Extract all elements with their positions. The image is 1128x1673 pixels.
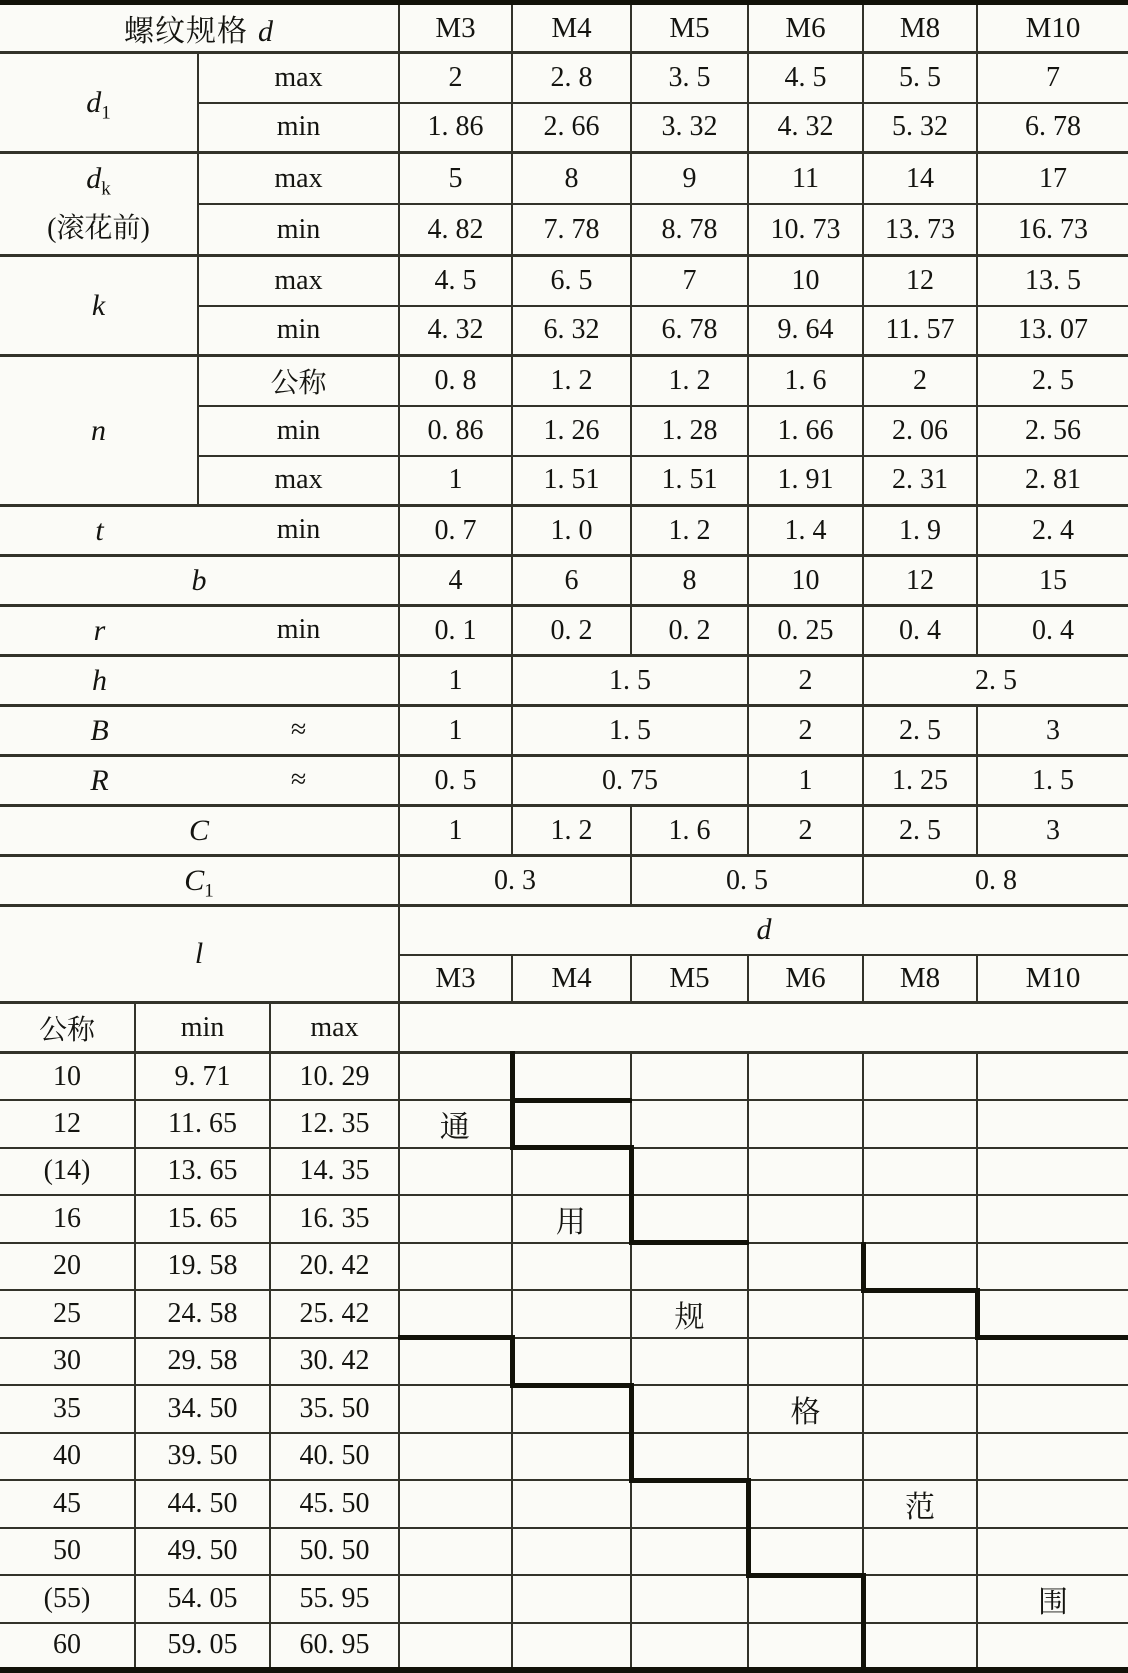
param-label-r: r min	[0, 606, 399, 656]
subcol-header-m5: M5	[631, 955, 748, 1003]
l-max: 10. 29	[270, 1053, 399, 1101]
l-min: 49. 50	[135, 1528, 270, 1576]
grid-cell	[631, 1623, 748, 1671]
value-cell: 2. 5	[977, 356, 1128, 406]
grid-cell	[748, 1480, 863, 1528]
qualifier-nominal: 公称	[198, 356, 399, 406]
l-nominal: 50	[0, 1528, 135, 1576]
param-label-R: R ≈	[0, 756, 399, 806]
value-cell: 1	[399, 806, 512, 856]
value-cell: 9. 64	[748, 306, 863, 356]
value-cell: 1. 4	[748, 506, 863, 556]
grid-cell	[863, 1243, 977, 1291]
l-min: 39. 50	[135, 1433, 270, 1481]
qualifier-max: max	[198, 456, 399, 506]
l-min: 44. 50	[135, 1480, 270, 1528]
grid-cell	[631, 1338, 748, 1386]
grid-cell	[631, 1385, 748, 1433]
l-row-45	[0, 1480, 1128, 1528]
header-row	[0, 3, 1128, 53]
grid-cell	[863, 1528, 977, 1576]
grid-cell	[512, 1623, 631, 1671]
l-min: 54. 05	[135, 1575, 270, 1623]
l-min: 13. 65	[135, 1148, 270, 1196]
param-label-C1: $C_1$	[0, 856, 399, 906]
grid-cell	[748, 1338, 863, 1386]
grid-cell	[631, 1053, 748, 1101]
value-cell: 11. 57	[863, 306, 977, 356]
grid-cell	[748, 1148, 863, 1196]
value-cell: 0. 2	[512, 606, 631, 656]
value-cell: 2	[748, 806, 863, 856]
grid-cell	[512, 1243, 631, 1291]
param-label-b: b	[0, 556, 399, 606]
l-nominal: 12	[0, 1100, 135, 1148]
grid-cell	[631, 1100, 748, 1148]
col-header-m4: M4	[512, 3, 631, 53]
value-cell: 8. 78	[631, 204, 748, 256]
grid-cell	[977, 1053, 1128, 1101]
subcol-header-m6: M6	[748, 955, 863, 1003]
value-cell: 0. 4	[977, 606, 1128, 656]
param-label-h: h	[0, 656, 399, 706]
value-cell: 14	[863, 153, 977, 205]
range-char: 规	[631, 1290, 748, 1338]
l-nominal: 60	[0, 1623, 135, 1671]
grid-cell	[748, 1433, 863, 1481]
value-cell: 2. 56	[977, 406, 1128, 456]
grid-cell	[399, 1528, 512, 1576]
value-cell: 2. 06	[863, 406, 977, 456]
l-d-header-row	[0, 906, 1128, 955]
l-max: 20. 42	[270, 1243, 399, 1291]
value-cell: 3. 5	[631, 53, 748, 103]
value-cell: 1. 5	[977, 756, 1128, 806]
value-cell: 6. 5	[512, 256, 631, 306]
grid-cell	[512, 1528, 631, 1576]
d-span-header: d	[399, 906, 1128, 955]
value-cell: 13. 07	[977, 306, 1128, 356]
value-cell: 15	[977, 556, 1128, 606]
table-title-text: 螺纹规格	[124, 15, 248, 48]
b-row	[0, 556, 1128, 606]
grid-cell	[512, 1053, 631, 1101]
value-cell: 4. 5	[399, 256, 512, 306]
value-cell: 12	[863, 556, 977, 606]
grid-cell	[863, 1575, 977, 1623]
value-cell: 4. 32	[748, 103, 863, 153]
l-columns-header-row	[0, 1003, 1128, 1053]
value-cell: 0. 5	[631, 856, 863, 906]
qualifier-min: min	[276, 613, 321, 645]
value-cell: 11	[748, 153, 863, 205]
grid-cell	[512, 1100, 631, 1148]
l-nominal: 16	[0, 1195, 135, 1243]
param-label-t: t min	[0, 506, 399, 556]
value-cell: 0. 8	[399, 356, 512, 406]
grid-cell	[863, 1100, 977, 1148]
param-label-dk: $d_k$ (滚花前)	[0, 153, 198, 256]
grid-cell	[977, 1623, 1128, 1671]
l-max: 12. 35	[270, 1100, 399, 1148]
dk-max-row	[0, 153, 1128, 205]
param-label-l: l	[0, 906, 399, 1003]
l-max: 25. 42	[270, 1290, 399, 1338]
qualifier-min: min	[198, 103, 399, 153]
grid-cell	[863, 1195, 977, 1243]
qualifier-approx: ≈	[290, 763, 307, 795]
value-cell: 13. 5	[977, 256, 1128, 306]
r-row	[0, 606, 1128, 656]
value-cell: 10	[748, 256, 863, 306]
param-label-B: B ≈	[0, 706, 399, 756]
l-nominal: 25	[0, 1290, 135, 1338]
value-cell: 2	[863, 356, 977, 406]
value-cell: 2. 8	[512, 53, 631, 103]
grid-cell	[512, 1338, 631, 1386]
l-row-60	[0, 1623, 1128, 1671]
grid-cell	[399, 1338, 512, 1386]
value-cell: 1. 9	[863, 506, 977, 556]
subcol-header-m4: M4	[512, 955, 631, 1003]
value-cell: 1. 2	[512, 806, 631, 856]
value-cell: 2	[399, 53, 512, 103]
l-row-16	[0, 1195, 1128, 1243]
value-cell: 1. 26	[512, 406, 631, 456]
grid-cell	[512, 1385, 631, 1433]
range-char: 用	[512, 1195, 631, 1243]
value-cell: 2	[748, 656, 863, 706]
grid-cell	[631, 1575, 748, 1623]
grid-cell	[512, 1433, 631, 1481]
value-cell: 13. 73	[863, 204, 977, 256]
value-cell: 1. 5	[512, 706, 748, 756]
grid-cell	[863, 1290, 977, 1338]
value-cell: 0. 2	[631, 606, 748, 656]
grid-cell	[863, 1385, 977, 1433]
value-cell: 3	[977, 806, 1128, 856]
qualifier-approx: ≈	[290, 713, 307, 745]
value-cell: 4. 82	[399, 204, 512, 256]
qualifier-max: max	[198, 256, 399, 306]
qualifier-min: min	[276, 513, 321, 545]
value-cell: 2. 5	[863, 656, 1128, 706]
grid-cell	[748, 1195, 863, 1243]
table-title	[0, 3, 399, 53]
value-cell: 2. 4	[977, 506, 1128, 556]
value-cell: 0. 4	[863, 606, 977, 656]
value-cell: 0. 86	[399, 406, 512, 456]
value-cell: 2	[748, 706, 863, 756]
value-cell: 1. 2	[631, 506, 748, 556]
l-row-10	[0, 1053, 1128, 1101]
value-cell: 1. 6	[631, 806, 748, 856]
l-nominal: 30	[0, 1338, 135, 1386]
value-cell: 1. 51	[512, 456, 631, 506]
grid-cell	[863, 1433, 977, 1481]
value-cell: 1	[399, 656, 512, 706]
l-max: 16. 35	[270, 1195, 399, 1243]
l-max: 55. 95	[270, 1575, 399, 1623]
value-cell: 7. 78	[512, 204, 631, 256]
value-cell: 6. 78	[631, 306, 748, 356]
grid-cell	[748, 1575, 863, 1623]
d1-max-row	[0, 53, 1128, 103]
param-label-n: n	[0, 356, 198, 506]
value-cell: 8	[631, 556, 748, 606]
value-cell: 1	[399, 706, 512, 756]
l-max: 35. 50	[270, 1385, 399, 1433]
grid-cell	[399, 1243, 512, 1291]
l-nominal: 35	[0, 1385, 135, 1433]
t-row	[0, 506, 1128, 556]
value-cell: 6. 78	[977, 103, 1128, 153]
C1-row	[0, 856, 1128, 906]
l-col-nominal-header: 公称	[0, 1003, 135, 1053]
value-cell: 1. 66	[748, 406, 863, 456]
value-cell: 1. 0	[512, 506, 631, 556]
value-cell: 1. 2	[512, 356, 631, 406]
l-row-14	[0, 1148, 1128, 1196]
value-cell: 6. 32	[512, 306, 631, 356]
R-row	[0, 756, 1128, 806]
param-label-d1: $d_1$	[0, 53, 198, 153]
l-nominal: (14)	[0, 1148, 135, 1196]
grid-cell	[631, 1148, 748, 1196]
value-cell: 2. 31	[863, 456, 977, 506]
grid-cell	[977, 1290, 1128, 1338]
value-cell: 5. 5	[863, 53, 977, 103]
value-cell: 1. 25	[863, 756, 977, 806]
qualifier-min: min	[198, 306, 399, 356]
range-char: 通	[399, 1100, 512, 1148]
subcol-header-m10: M10	[977, 955, 1128, 1003]
value-cell: 0. 7	[399, 506, 512, 556]
l-row-40	[0, 1433, 1128, 1481]
value-cell: 1. 5	[512, 656, 748, 706]
grid-cell	[399, 1385, 512, 1433]
grid-cell	[977, 1195, 1128, 1243]
grid-cell	[512, 1480, 631, 1528]
l-min: 15. 65	[135, 1195, 270, 1243]
range-char: 范	[863, 1480, 977, 1528]
l-row-35	[0, 1385, 1128, 1433]
value-cell: 4. 5	[748, 53, 863, 103]
grid-cell	[748, 1243, 863, 1291]
l-max: 45. 50	[270, 1480, 399, 1528]
value-cell: 0. 3	[399, 856, 631, 906]
grid-cell	[977, 1480, 1128, 1528]
value-cell: 0. 75	[512, 756, 748, 806]
value-cell: 3. 32	[631, 103, 748, 153]
value-cell: 1. 28	[631, 406, 748, 456]
l-row-25	[0, 1290, 1128, 1338]
value-cell: 1. 51	[631, 456, 748, 506]
n-nominal-row	[0, 356, 1128, 406]
l-min: 24. 58	[135, 1290, 270, 1338]
range-char: 围	[977, 1575, 1128, 1623]
l-max: 30. 42	[270, 1338, 399, 1386]
value-cell: 9	[631, 153, 748, 205]
grid-cell	[863, 1148, 977, 1196]
grid-cell	[399, 1195, 512, 1243]
param-label-k: k	[0, 256, 198, 356]
grid-cell	[977, 1433, 1128, 1481]
grid-cell	[977, 1148, 1128, 1196]
k-max-row	[0, 256, 1128, 306]
value-cell: 1. 6	[748, 356, 863, 406]
l-min: 59. 05	[135, 1623, 270, 1671]
value-cell: 1. 91	[748, 456, 863, 506]
grid-cell	[977, 1100, 1128, 1148]
param-label-dk-note: (滚花前)	[47, 213, 150, 244]
value-cell: 5	[399, 153, 512, 205]
col-header-m3: M3	[399, 3, 512, 53]
grid-cell	[748, 1053, 863, 1101]
l-nominal: 20	[0, 1243, 135, 1291]
grid-cell	[631, 1243, 748, 1291]
grid-cell	[399, 1623, 512, 1671]
value-cell: 7	[631, 256, 748, 306]
l-row-50	[0, 1528, 1128, 1576]
l-max: 60. 95	[270, 1623, 399, 1671]
grid-cell	[399, 1433, 512, 1481]
l-min: 11. 65	[135, 1100, 270, 1148]
grid-cell	[748, 1290, 863, 1338]
grid-cell	[863, 1053, 977, 1101]
value-cell: 4	[399, 556, 512, 606]
B-row	[0, 706, 1128, 756]
grid-cell	[399, 1290, 512, 1338]
table-title-var: d	[258, 15, 274, 48]
value-cell: 10	[748, 556, 863, 606]
l-row-20	[0, 1243, 1128, 1291]
value-cell: 2. 81	[977, 456, 1128, 506]
l-row-30	[0, 1338, 1128, 1386]
value-cell: 3	[977, 706, 1128, 756]
h-row	[0, 656, 1128, 706]
grid-cell	[977, 1385, 1128, 1433]
value-cell: 0. 8	[863, 856, 1128, 906]
l-col-max-header: max	[270, 1003, 399, 1053]
qualifier-min: min	[198, 406, 399, 456]
l-max: 40. 50	[270, 1433, 399, 1481]
l-nominal: 45	[0, 1480, 135, 1528]
l-row-12	[0, 1100, 1128, 1148]
l-min: 29. 58	[135, 1338, 270, 1386]
l-min: 34. 50	[135, 1385, 270, 1433]
grid-cell	[977, 1528, 1128, 1576]
grid-cell	[512, 1290, 631, 1338]
grid-cell	[399, 1575, 512, 1623]
col-header-m5: M5	[631, 3, 748, 53]
grid-cell	[863, 1623, 977, 1671]
l-min: 19. 58	[135, 1243, 270, 1291]
value-cell: 17	[977, 153, 1128, 205]
value-cell: 5. 32	[863, 103, 977, 153]
grid-cell	[399, 1148, 512, 1196]
value-cell: 2. 66	[512, 103, 631, 153]
grid-cell	[631, 1480, 748, 1528]
param-label-C: C	[0, 806, 399, 856]
grid-cell	[399, 1053, 512, 1101]
value-cell: 16. 73	[977, 204, 1128, 256]
grid-cell	[748, 1623, 863, 1671]
l-nominal: 10	[0, 1053, 135, 1101]
empty-strip-cell	[399, 1003, 1128, 1053]
value-cell: 10. 73	[748, 204, 863, 256]
subcol-header-m3: M3	[399, 955, 512, 1003]
l-max: 14. 35	[270, 1148, 399, 1196]
value-cell: 2. 5	[863, 806, 977, 856]
grid-cell	[399, 1480, 512, 1528]
l-nominal: (55)	[0, 1575, 135, 1623]
value-cell: 12	[863, 256, 977, 306]
grid-cell	[631, 1528, 748, 1576]
C-row	[0, 806, 1128, 856]
grid-cell	[512, 1148, 631, 1196]
grid-cell	[977, 1338, 1128, 1386]
grid-cell	[512, 1575, 631, 1623]
col-header-m10: M10	[977, 3, 1128, 53]
value-cell: 8	[512, 153, 631, 205]
value-cell: 2. 5	[863, 706, 977, 756]
col-header-m8: M8	[863, 3, 977, 53]
value-cell: 6	[512, 556, 631, 606]
l-row-55	[0, 1575, 1128, 1623]
subcol-header-m8: M8	[863, 955, 977, 1003]
qualifier-max: max	[198, 153, 399, 205]
grid-cell	[863, 1338, 977, 1386]
value-cell: 4. 32	[399, 306, 512, 356]
value-cell: 1	[748, 756, 863, 806]
l-max: 50. 50	[270, 1528, 399, 1576]
value-cell: 1. 2	[631, 356, 748, 406]
l-nominal: 40	[0, 1433, 135, 1481]
value-cell: 0. 25	[748, 606, 863, 656]
grid-cell	[631, 1195, 748, 1243]
qualifier-min: min	[198, 204, 399, 256]
l-min: 9. 71	[135, 1053, 270, 1101]
value-cell: 1. 86	[399, 103, 512, 153]
value-cell: 0. 1	[399, 606, 512, 656]
grid-cell	[977, 1243, 1128, 1291]
value-cell: 0. 5	[399, 756, 512, 806]
grid-cell	[631, 1433, 748, 1481]
grid-cell	[748, 1528, 863, 1576]
value-cell: 1	[399, 456, 512, 506]
qualifier-max: max	[198, 53, 399, 103]
grid-cell	[748, 1100, 863, 1148]
range-char: 格	[748, 1385, 863, 1433]
value-cell: 7	[977, 53, 1128, 103]
l-col-min-header: min	[135, 1003, 270, 1053]
col-header-m6: M6	[748, 3, 863, 53]
